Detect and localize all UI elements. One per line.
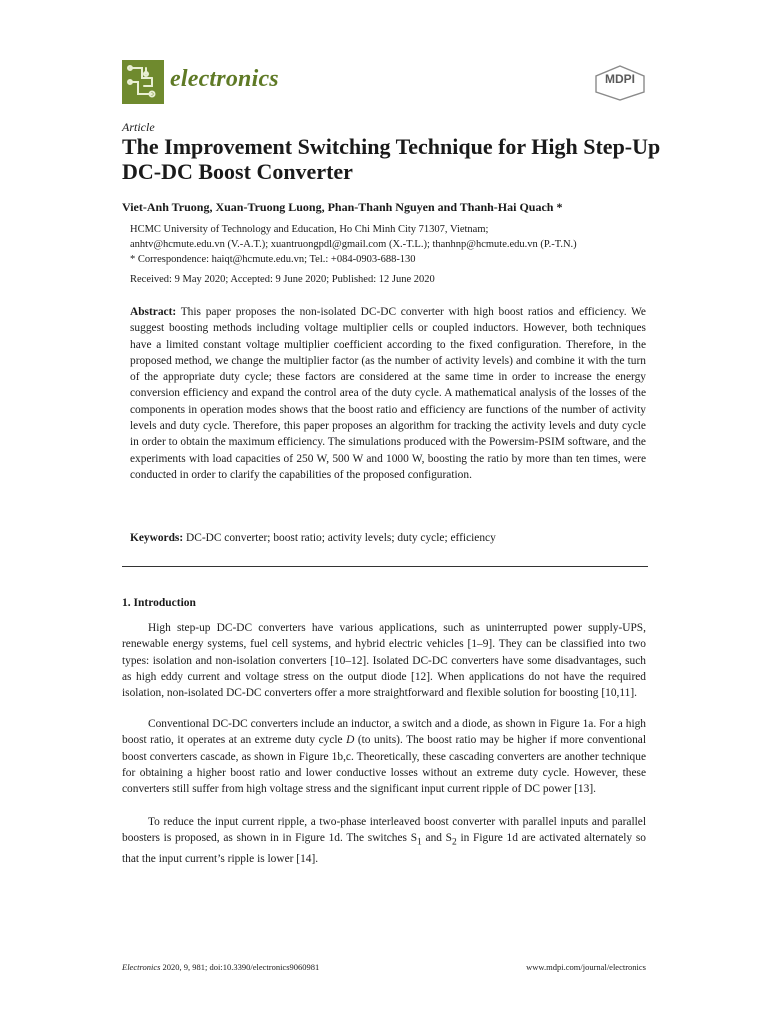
keywords (130, 532, 646, 544)
circuit-leaf-icon (122, 60, 164, 104)
author-list: Viet-Anh Truong, Xuan-Truong Luong, Phan-Thanh Nguyen and Thanh-Hai Quach * (122, 200, 563, 214)
abstract-label: Abstract: (130, 306, 177, 318)
article-title: The Improvement Switching Technique for High Step-Up DC-DC Boost Converter (122, 134, 661, 184)
subscript-1: 1 (417, 837, 422, 848)
footer-url[interactable]: www.mdpi.com/journal/electronics (526, 962, 646, 972)
publisher-name: MDPI (605, 72, 635, 86)
keywords-text: DC-DC converter; boost ratio; activity levels; duty cycle; efficiency (186, 532, 496, 544)
abstract (130, 304, 646, 483)
abstract-text: This paper proposes the non-isolated DC-DC converter with high boost ratios and efficiency. We suggest boosting methods including voltage multiplier cells or coupled inductors. However, both techniques have a limited constant voltage multiplier coefficient according to the fixed configuration. Therefore, in the proposed method, we change the multiplier factor (as the number of activity levels) and combine it with the turn of the appropriate duty cycle; these factors are considered at the same time in order to increase the energy conversion efficiency and expand the control area of the duty cycle. A mathematical analysis of the losses of the components in operation modes shows that the boost ratio and efficiency are functions of the number of activity levels and duty cycle. Therefore, this paper proposes an algorithm for tracking the activity levels and duty cycle in order to obtain the maximum efficiency. The simulations produced with the Powersim-PSIM software, and the experiments with load capacities of 250 W, 500 W and 1000 W, boosting the ratio by more than ten times, were conducted in order to clarify the capabilities of the proposed configuration. (130, 306, 646, 481)
journal-name: electronics (170, 66, 279, 92)
duty-cycle-variable: D (346, 734, 355, 747)
author-emails: anhtv@hcmute.edu.vn (V.-A.T.); xuantruongpdl@gmail.com (X.-T.L.); thanhnp@hcmute.edu.vn (P.-T.N.) (130, 239, 577, 250)
p2-text-b: (to units). The boost ratio may be higher if more conventional boost converters cascade, as shown in Figure 1b,c. Theoretically, these cascading converters are another technique for obtaining a higher boost ratio and lower conductive losses without an extreme duty cycle. However, these converters still suffer from high voltage stress and the significant input current ripple of DC power [13]. (122, 734, 646, 796)
article-type: Article (122, 120, 155, 134)
intro-paragraph-1: High step-up DC-DC converters have various applications, such as uninterrupted power supply-UPS, renewable energy systems, fuel cell systems, and hybrid electric vehicles [1–9]. They can be classified into two types: isolation and non-isolation converters [10–12]. Isolated DC-DC converters have some disadvantages, such as high eddy current and voltage stress on the output diode [12]. When applications do not have the required isolation, non-isolated DC-DC converters offer a more straightforward and flexible solution for boosting [10,11]. (122, 622, 646, 700)
p2-text-a: Conventional DC-DC converters include an inductor, a switch and a diode, as shown in Figure 1a. For a high boost ratio, it operates at an extreme duty cycle (122, 718, 646, 747)
footer-citation (122, 962, 319, 972)
keywords-label: Keywords: (130, 532, 184, 544)
footer-journal: Electronics (122, 962, 161, 972)
intro-paragraph-2 (122, 716, 646, 797)
footer-citation-text: 2020, 9, 981; doi:10.3390/electronics9060981 (160, 962, 320, 972)
affiliation: HCMC University of Technology and Education, Ho Chi Minh City 71307, Vietnam; (130, 224, 489, 235)
intro-paragraph-3 (122, 814, 646, 867)
correspondence: * Correspondence: haiqt@hcmute.edu.vn; Tel.: +084-0903-688-130 (130, 254, 416, 265)
section-divider (122, 566, 648, 567)
p3-text-a: To reduce the input current ripple, a two-phase interleaved boost converter with parallel inputs and parallel boosters is proposed, as shown in in Figure 1d. The switches S (122, 816, 646, 845)
p3-text-b: and S (421, 832, 453, 845)
section-heading: 1. Introduction (122, 597, 196, 609)
p3-text-c: in Figure 1d are activated alternately so that the input current’s ripple is lower [14]. (122, 832, 646, 865)
publication-dates: Received: 9 May 2020; Accepted: 9 June 2020; Published: 12 June 2020 (130, 274, 435, 285)
subscript-2: 2 (452, 837, 457, 848)
